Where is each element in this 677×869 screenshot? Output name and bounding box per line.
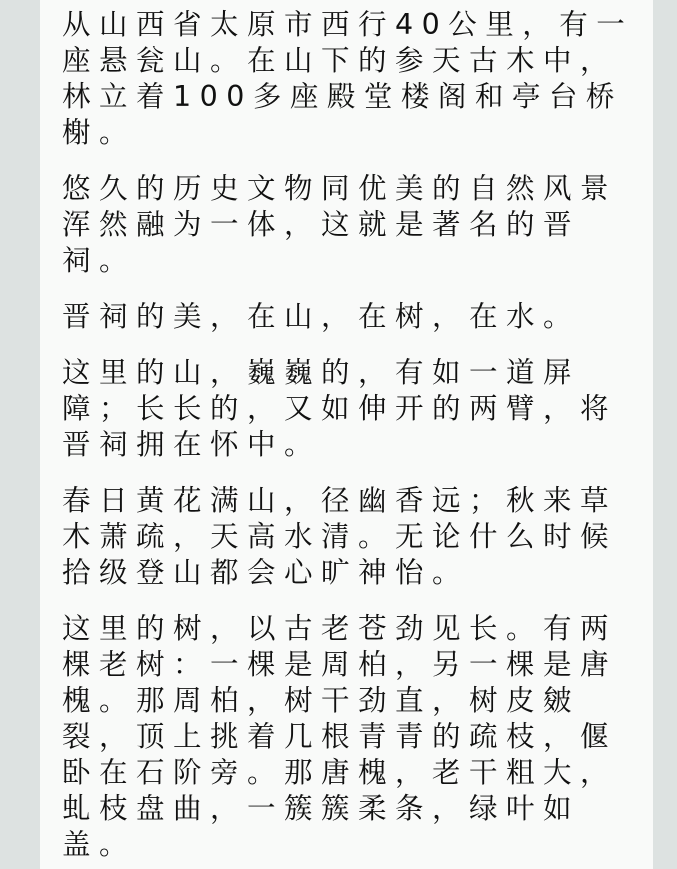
paragraph-4: 这里的山，巍巍的，有如一道屏障；长长的，又如伸开的两臂，将晋祠拥在怀中。 <box>62 356 618 461</box>
paragraph-3: 晋祠的美，在山，在树，在水。 <box>62 300 581 333</box>
paragraph-5: 春日黄花满山，径幽香远；秋来草木萧疏，天高水清。无论什么时候拾级登山都会心旷神怡。 <box>62 484 618 589</box>
paragraph-1: 从山西省太原市西行40公里，有一座悬瓮山。在山下的参天古木中，林立着100多座殿堂楼阁和亭台桥榭。 <box>62 8 634 149</box>
paragraph-2: 悠久的历史文物同优美的自然风景浑然融为一体，这就是著名的晋祠。 <box>62 172 618 277</box>
paragraph-6: 这里的树，以古老苍劲见长。有两棵老树：一棵是周柏，另一棵是唐槐。那周柏，树干劲直，树皮皴裂，顶上挑着几根青青的疏枝，偃卧在石阶旁。那唐槐，老干粗大，虬枝盘曲，一簇簇柔条，绿叶如盖。 <box>62 612 618 861</box>
document-page <box>40 0 653 869</box>
